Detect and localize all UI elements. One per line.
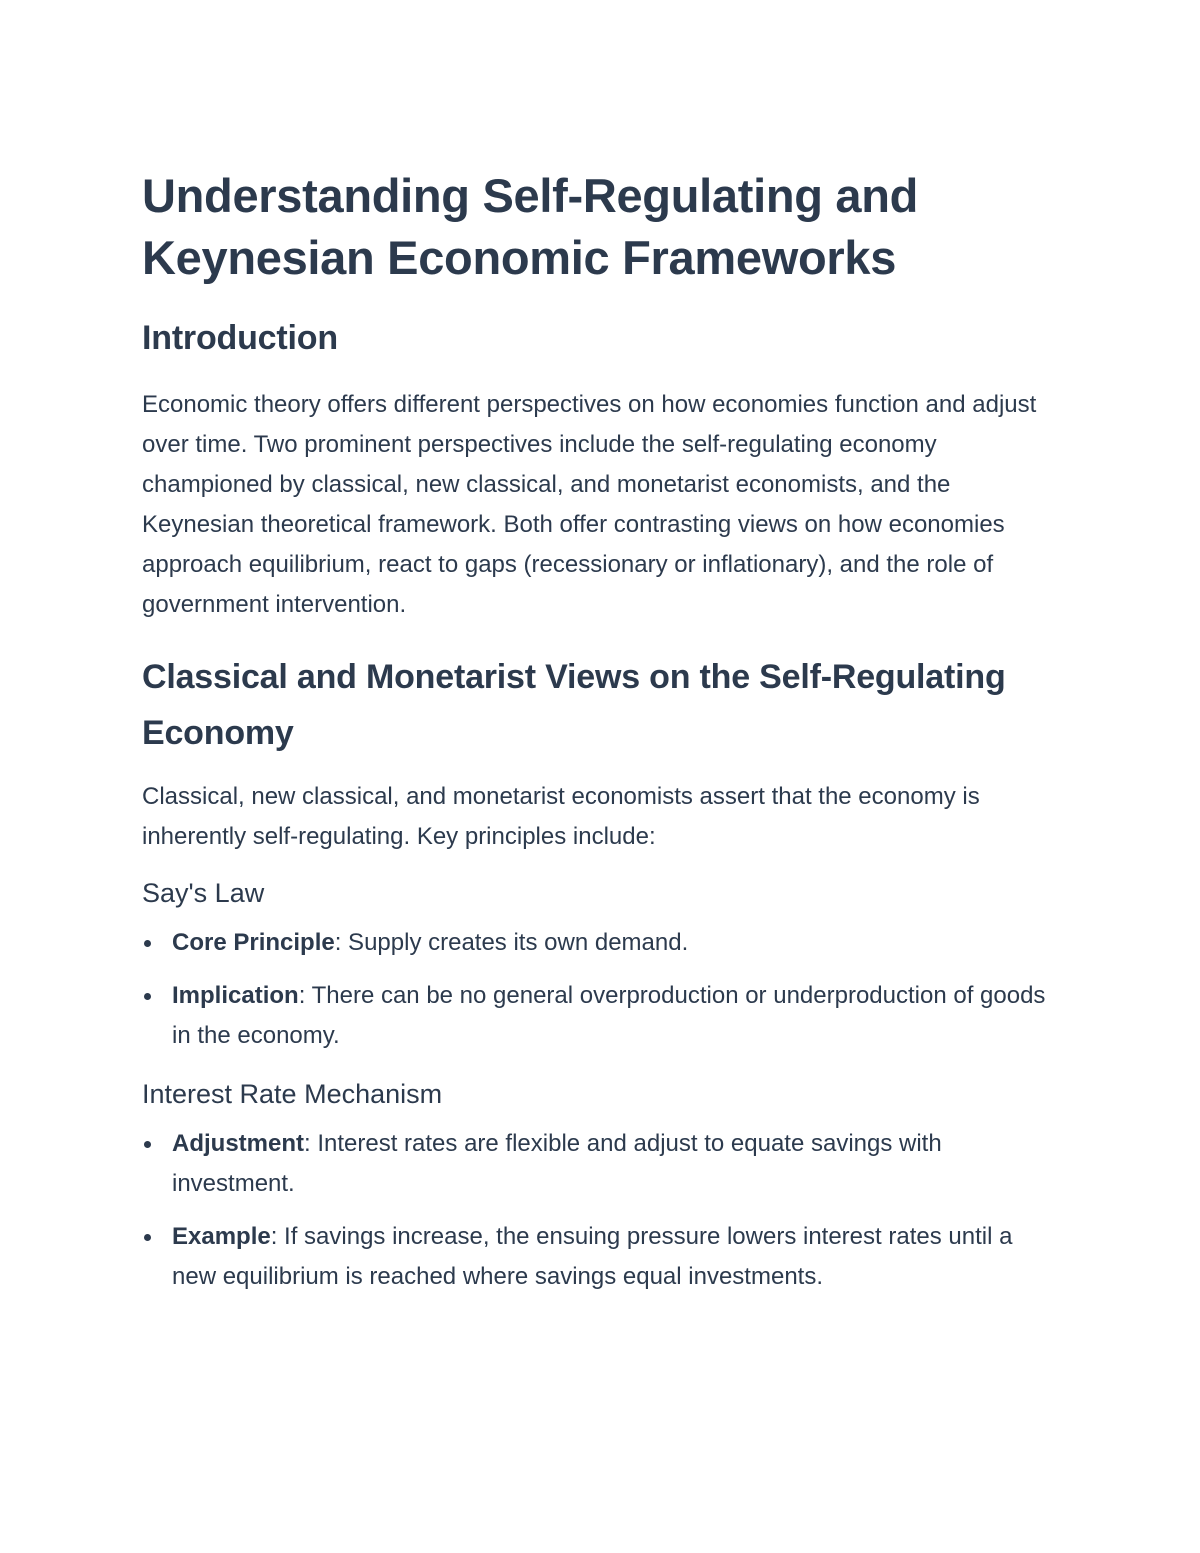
list-item-label: Example bbox=[172, 1223, 271, 1250]
interest-rate-list bbox=[142, 1124, 1060, 1297]
introduction-heading: Introduction bbox=[142, 319, 338, 357]
classical-heading: Classical and Monetarist Views on the Self-Regulating Economy bbox=[142, 658, 1006, 752]
list-item-text: : Supply creates its own demand. bbox=[334, 929, 689, 956]
classical-paragraph: Classical, new classical, and monetarist economists assert that the economy is inherently self-regulating. Key principles include: bbox=[142, 783, 980, 850]
list-item bbox=[142, 976, 1060, 1056]
bullet-icon bbox=[144, 1141, 151, 1148]
list-item bbox=[142, 923, 1060, 963]
introduction-paragraph: Economic theory offers different perspectives on how economies function and adjust over time. Two prominent perspectives include the self-regulating economy championed by classical, new classical, and monetarist economists, and the Keynesian theoretical framework. Both offer contrasting views on how economies approach equilibrium, react to gaps (recessionary or inflationary), and the role of government intervention. bbox=[142, 391, 1037, 618]
says-law-list bbox=[142, 923, 1060, 1056]
list-item bbox=[142, 1217, 1060, 1297]
list-item-label: Implication bbox=[172, 982, 299, 1009]
list-item bbox=[142, 1124, 1060, 1204]
list-item-label: Core Principle bbox=[172, 929, 335, 956]
document-title: Understanding Self-Regulating and Keynesian Economic Frameworks bbox=[142, 169, 919, 284]
interest-rate-heading: Interest Rate Mechanism bbox=[142, 1079, 443, 1109]
bullet-icon bbox=[144, 940, 151, 947]
list-item-text: : If savings increase, the ensuing pressure lowers interest rates until a new equilibrium is reached where savings equal investments. bbox=[172, 1223, 1013, 1290]
says-law-heading: Say's Law bbox=[142, 878, 265, 908]
bullet-icon bbox=[144, 993, 151, 1000]
bullet-icon bbox=[144, 1234, 151, 1241]
list-item-text: : There can be no general overproduction or underproduction of goods in the economy. bbox=[172, 982, 1046, 1049]
list-item-label: Adjustment bbox=[172, 1130, 304, 1157]
list-item-text: : Interest rates are flexible and adjust to equate savings with investment. bbox=[172, 1130, 942, 1197]
